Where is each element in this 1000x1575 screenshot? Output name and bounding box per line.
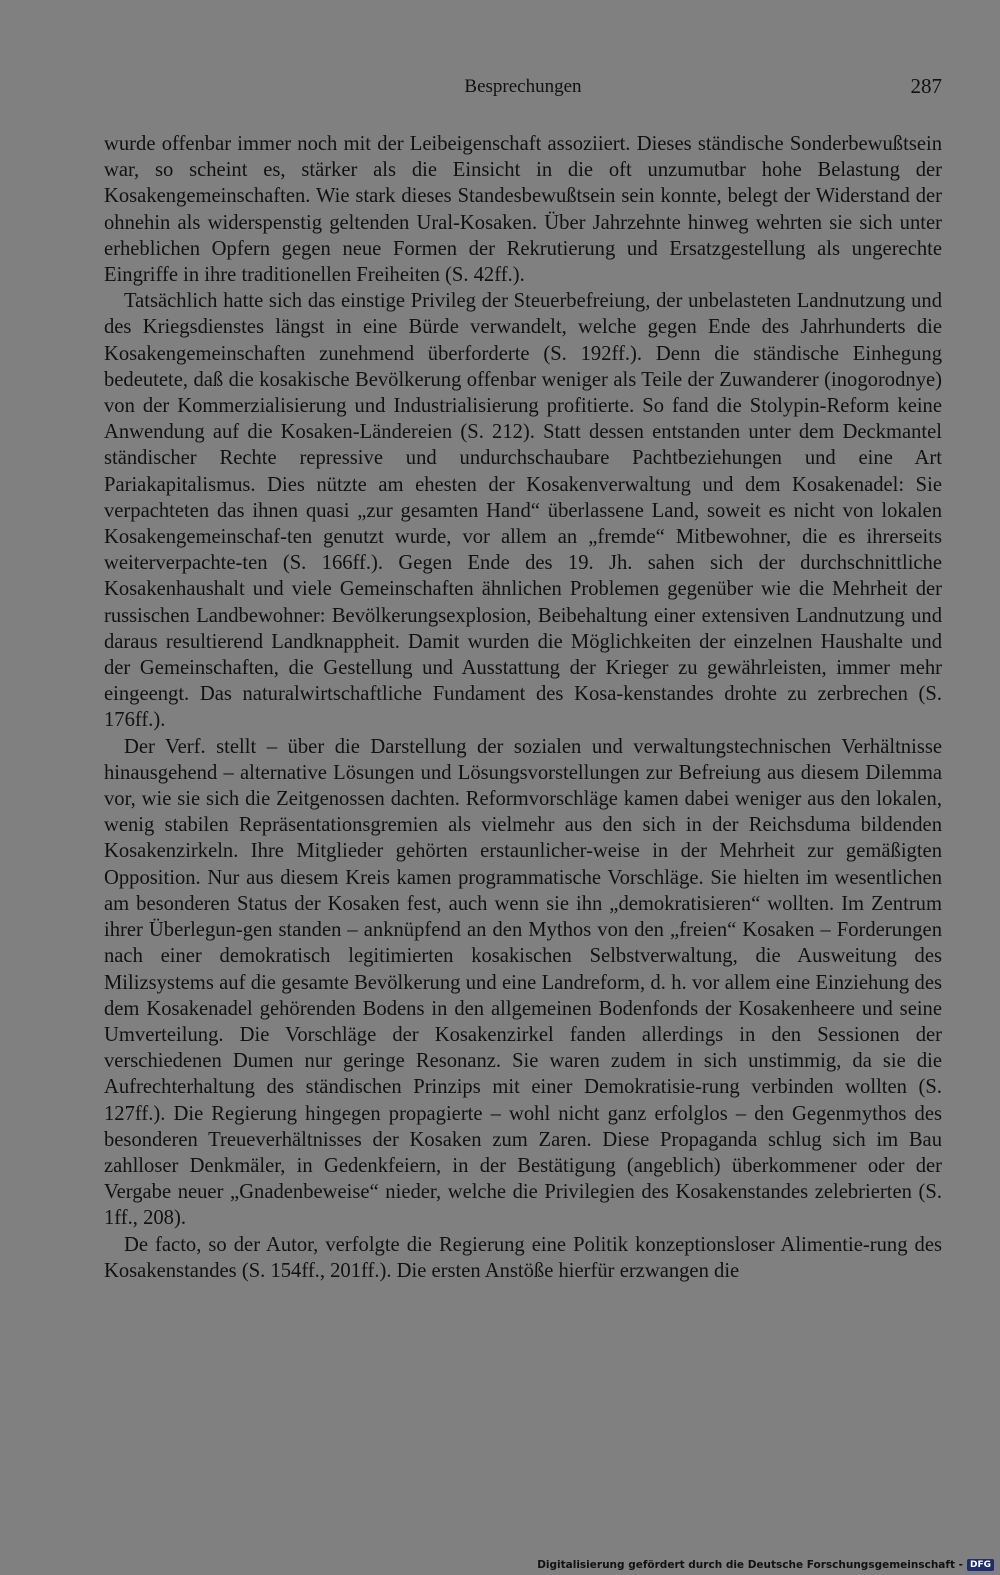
paragraph: Tatsächlich hatte sich das einstige Privileg der Steuerbefreiung, der unbelasteten Landnutzung und des Kriegsdienstes längst in eine Bürde verwandelt, welche gegen Ende des Jahrhunderts die Kosakengemeinschaften zunehmend überforderte (S. 192ff.). Denn die ständische Einhegung bedeutete, daß die kosakische Bevölkerung offenbar weniger als Teile der Zuwanderer (inogorodnye) von der Kommerzialisierung und Industrialisierung profitierte. So fand die Stolypin-Reform keine Anwendung auf die Kosaken-Ländereien (S. 212). Statt dessen entstanden unter dem Deckmantel ständischer Rechte repressive und undurchschaubare Pachtbeziehungen und eine Art Pariakapitalismus. Dies nützte am ehesten der Kosakenverwaltung und dem Kosakenadel: Sie verpachteten das ihnen quasi „zur gesamten Hand“ überlassene Land, soweit es nicht von lokalen Kosakengemeinschaf-ten genutzt wurde, vor allem an „fremde“ Mitbewohner, die es ihrerseits weiterverpachte-ten (S. 166ff.). Gegen Ende des 19. Jh. sahen sich der durchschnittliche Kosakenhaushalt und viele Gemeinschaften ähnlichen Problemen gegenüber wie die Mehrheit der russischen Landbewohner: Bevölkerungsexplosion, Beibehaltung einer extensiven Landnutzung und daraus resultierend Landknappheit. Damit wurden die Möglichkeiten der einzelnen Haushalte und der Gemeinschaften, die Gestellung und Ausstattung der Krieger zu gewährleisten, immer mehr eingeengt. Das naturalwirtschaftliche Fundament des Kosa-kenstandes drohte zu zerbrechen (S. 176ff.). xyxy=(104,290,942,732)
running-head-title: Besprechungen xyxy=(464,76,582,97)
running-head xyxy=(104,76,942,106)
digitization-footer xyxy=(537,1559,994,1571)
page-number: 287 xyxy=(910,74,942,98)
paragraph: Der Verf. stellt – über die Darstellung der sozialen und verwaltungstechnischen Verhältnisse hinausgehend – alternative Lösungen und Lösungsvorstellungen zur Befreiung aus diesem Dilemma vor, wie sie sich die Zeitgenossen dachten. Reformvorschläge kamen dabei weniger aus den lokalen, wenig stabilen Repräsentationsgremien als vielmehr aus den sich in der Reichsduma bildenden Kosakenzirkeln. Ihre Mitglieder gehörten erstaunlicher-weise in der Mehrheit zur gemäßigten Opposition. Nur aus diesem Kreis kamen programmatische Vorschläge. Sie hielten im wesentlichen am besonderen Status der Kosaken fest, auch wenn sie ihn „demokratisieren“ wollten. Im Zentrum ihrer Überlegun-gen standen – anknüpfend an den Mythos von den „freien“ Kosaken – Forderungen nach einer demokratisch legitimierten kosakischen Selbstverwaltung, die Ausweitung des Milizsystems auf die gesamte Bevölkerung und eine Landreform, d. h. vor allem eine Einziehung des dem Kosakenadel gehörenden Bodens in den allgemeinen Bodenfonds der Kosakenheere und seine Umverteilung. Die Vorschläge der Kosakenzirkel fanden allerdings in den Sessionen der verschiedenen Dumen nur geringe Resonanz. Sie waren zudem in sich unstimmig, da sie die Aufrechterhaltung des ständischen Prinzips mit einer Demokratisie-rung verbinden wollten (S. 127ff.). Die Regierung hingegen propagierte – wohl nicht ganz erfolglos – den Gegenmythos des besonderen Treueverhältnisses der Kosaken zum Zaren. Diese Propaganda schlug sich im Bau zahlloser Denkmäler, in Gedenkfeiern, in der Bestätigung (angeblich) überkommener oder der Vergabe neuer „Gnadenbeweise“ nieder, welche die Privilegien des Kosakenstandes zelebrierten (S. 1ff., 208). xyxy=(104,735,942,1230)
body-text xyxy=(104,131,942,1284)
paragraph: De facto, so der Autor, verfolgte die Regierung eine Politik konzeptionsloser Alimentie-rung des Kosakenstandes (S. 154ff., 201ff.). Die ersten Anstöße hierfür erzwangen die xyxy=(104,1233,942,1282)
dfg-logo: DFG xyxy=(967,1559,994,1571)
footer-text: Digitalisierung gefördert durch die Deutsche Forschungsgemeinschaft - xyxy=(537,1559,963,1571)
paragraph: wurde offenbar immer noch mit der Leibeigenschaft assoziiert. Dieses ständische Sonderbewußtsein war, so scheint es, stärker als die Einsicht in die oft unzumutbar hohe Belastung der Kosakengemeinschaften. Wie stark dieses Standesbewußtsein sein konnte, belegt der Widerstand der ohnehin als widerspenstig geltenden Ural-Kosaken. Über Jahrzehnte hinweg wehrten sie sich unter erheblichen Opfern gegen neue Formen der Rekrutierung und Ersatzgestellung als ungerechte Eingriffe in ihre traditionellen Freiheiten (S. 42ff.). xyxy=(104,133,942,287)
